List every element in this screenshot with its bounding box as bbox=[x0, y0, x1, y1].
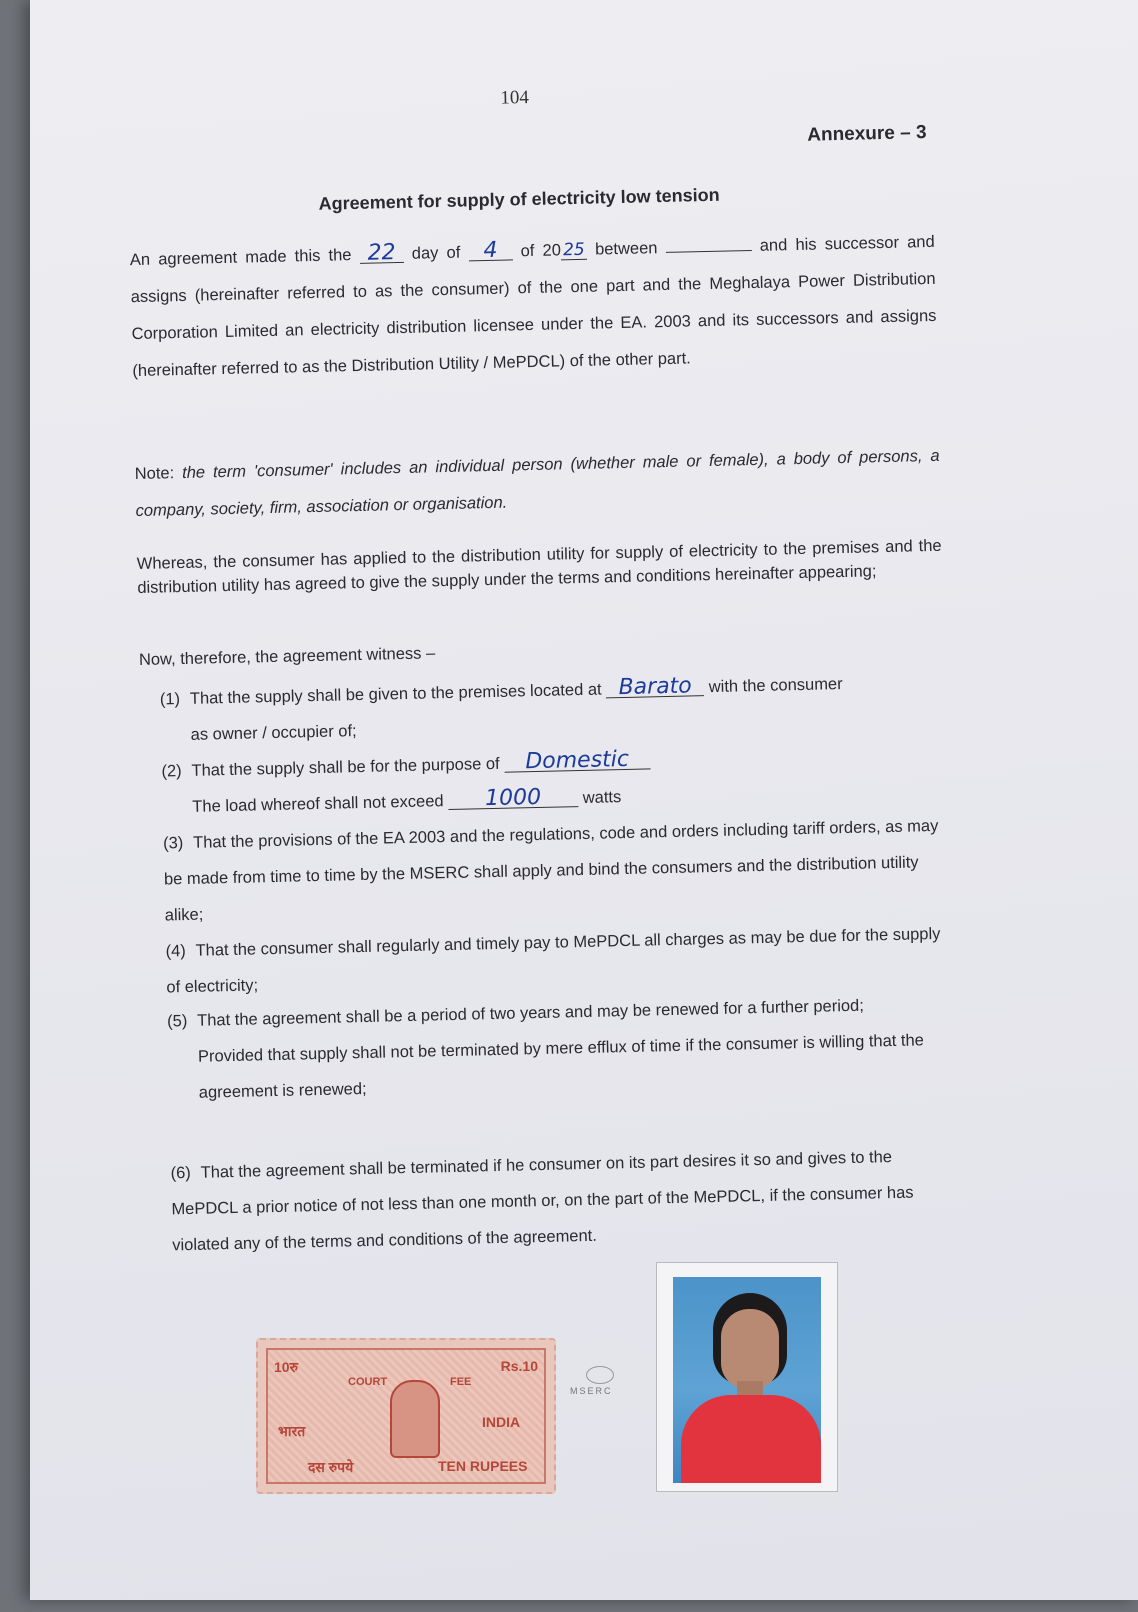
clause-number: (2) bbox=[161, 762, 182, 781]
handwritten-location: Barato bbox=[606, 677, 704, 698]
clause-text: That the supply shall be for the purpose of bbox=[191, 754, 500, 780]
intro-paragraph bbox=[129, 224, 937, 390]
consumer-photo bbox=[656, 1262, 838, 1492]
clause-text: The load whereof shall not exceed bbox=[192, 792, 444, 816]
intro-text: and his successor and assigns (hereinafter referred to as the consumer) of the one part and the Meghalaya Power Distribution Corporation Limited an electricity distribution licensee under the EA. 2003 and its successors and assigns (hereinafter referred to as the Distribution Utility / MePDCL) of the other part. bbox=[130, 232, 937, 381]
clause-text: with the consumer bbox=[708, 675, 843, 697]
clause-number: (5) bbox=[166, 1011, 188, 1031]
handwritten-purpose: Domestic bbox=[504, 750, 650, 772]
clause-text: That the agreement shall be terminated if he consumer on its part desires it so and gives to the MePDCL a prior notice of not less than one month or, on the part of the MePDCL, if the consumer has violated any of the terms and conditions of the agreement. bbox=[171, 1148, 914, 1255]
emblem-icon bbox=[390, 1380, 440, 1458]
stamp-bharat: भारत bbox=[278, 1423, 306, 1439]
handwritten-year: 25 bbox=[561, 241, 587, 261]
note-text: the term 'consumer' includes an individual person (whether male or female), a body of persons, a company, society, firm, association or organisation. bbox=[135, 446, 940, 521]
stamp-fee: FEE bbox=[450, 1376, 472, 1388]
handwritten-day: 22 bbox=[359, 244, 403, 264]
mserc-logo-icon bbox=[586, 1366, 614, 1384]
witness-line: Now, therefore, the agreement witness – bbox=[138, 644, 436, 669]
clause-number: (4) bbox=[165, 942, 186, 961]
clause-text: That the agreement shall be a period of two years and may be renewed for a further period; bbox=[196, 996, 865, 1030]
clause-text: watts bbox=[582, 788, 622, 807]
clause-text: That the supply shall be given to the premises located at bbox=[189, 680, 602, 708]
clause-proviso: Provided that supply shall not be terminated by mere efflux of time if the consumer is willing that the agreement is renewed; bbox=[197, 1031, 925, 1102]
handwritten-load: 1000 bbox=[448, 788, 578, 810]
mserc-mark: MSERC bbox=[570, 1386, 613, 1396]
clause-3 bbox=[163, 808, 955, 934]
handwritten-month: 4 bbox=[468, 241, 512, 261]
intro-text: day of bbox=[411, 243, 461, 263]
clause-5 bbox=[167, 986, 959, 1112]
clause-number: (1) bbox=[159, 690, 181, 709]
stamp-india: INDIA bbox=[482, 1414, 521, 1430]
clause-number: (3) bbox=[162, 834, 184, 853]
intro-text: between bbox=[594, 239, 658, 259]
whereas-paragraph: Whereas, the consumer has applied to the distribution utility for supply of electricity to the premises and the distribution utility has agreed to give the supply under the terms and conditions hereinafter appearing; bbox=[136, 536, 942, 598]
portrait-image bbox=[673, 1277, 821, 1483]
document-page bbox=[30, 0, 1138, 1600]
page-number: 104 bbox=[500, 87, 530, 109]
note-paragraph bbox=[134, 438, 940, 530]
stamp-das-rupaye: दस रुपये bbox=[308, 1459, 354, 1475]
consumer-name-blank bbox=[666, 250, 752, 253]
intro-text: of 20 bbox=[520, 241, 562, 261]
clause-6 bbox=[170, 1137, 962, 1263]
note-label: Note: bbox=[134, 464, 175, 484]
clause-text: That the consumer shall regularly and timely pay to MePDCL all charges as may be due for the supply of electricity; bbox=[166, 924, 941, 997]
clause-text: That the provisions of the EA 2003 and the regulations, code and orders including tariff orders, as may be made from time to time by the MSERC shall apply and bind the consumers and the distribution utility alike; bbox=[163, 816, 939, 925]
intro-text: An agreement made this the bbox=[129, 246, 352, 270]
stamp-value-hindi: 10रु bbox=[274, 1359, 298, 1375]
annexure-label: Annexure – 3 bbox=[807, 121, 927, 146]
clause-number: (6) bbox=[170, 1163, 192, 1183]
stamp-court: COURT bbox=[348, 1376, 388, 1388]
court-fee-stamp bbox=[256, 1338, 556, 1494]
clause-text: as owner / occupier of; bbox=[190, 722, 357, 744]
stamp-ten-rupees: TEN RUPEES bbox=[438, 1458, 528, 1474]
stamp-value: Rs.10 bbox=[500, 1358, 538, 1374]
document-title: Agreement for supply of electricity low tension bbox=[318, 184, 720, 214]
